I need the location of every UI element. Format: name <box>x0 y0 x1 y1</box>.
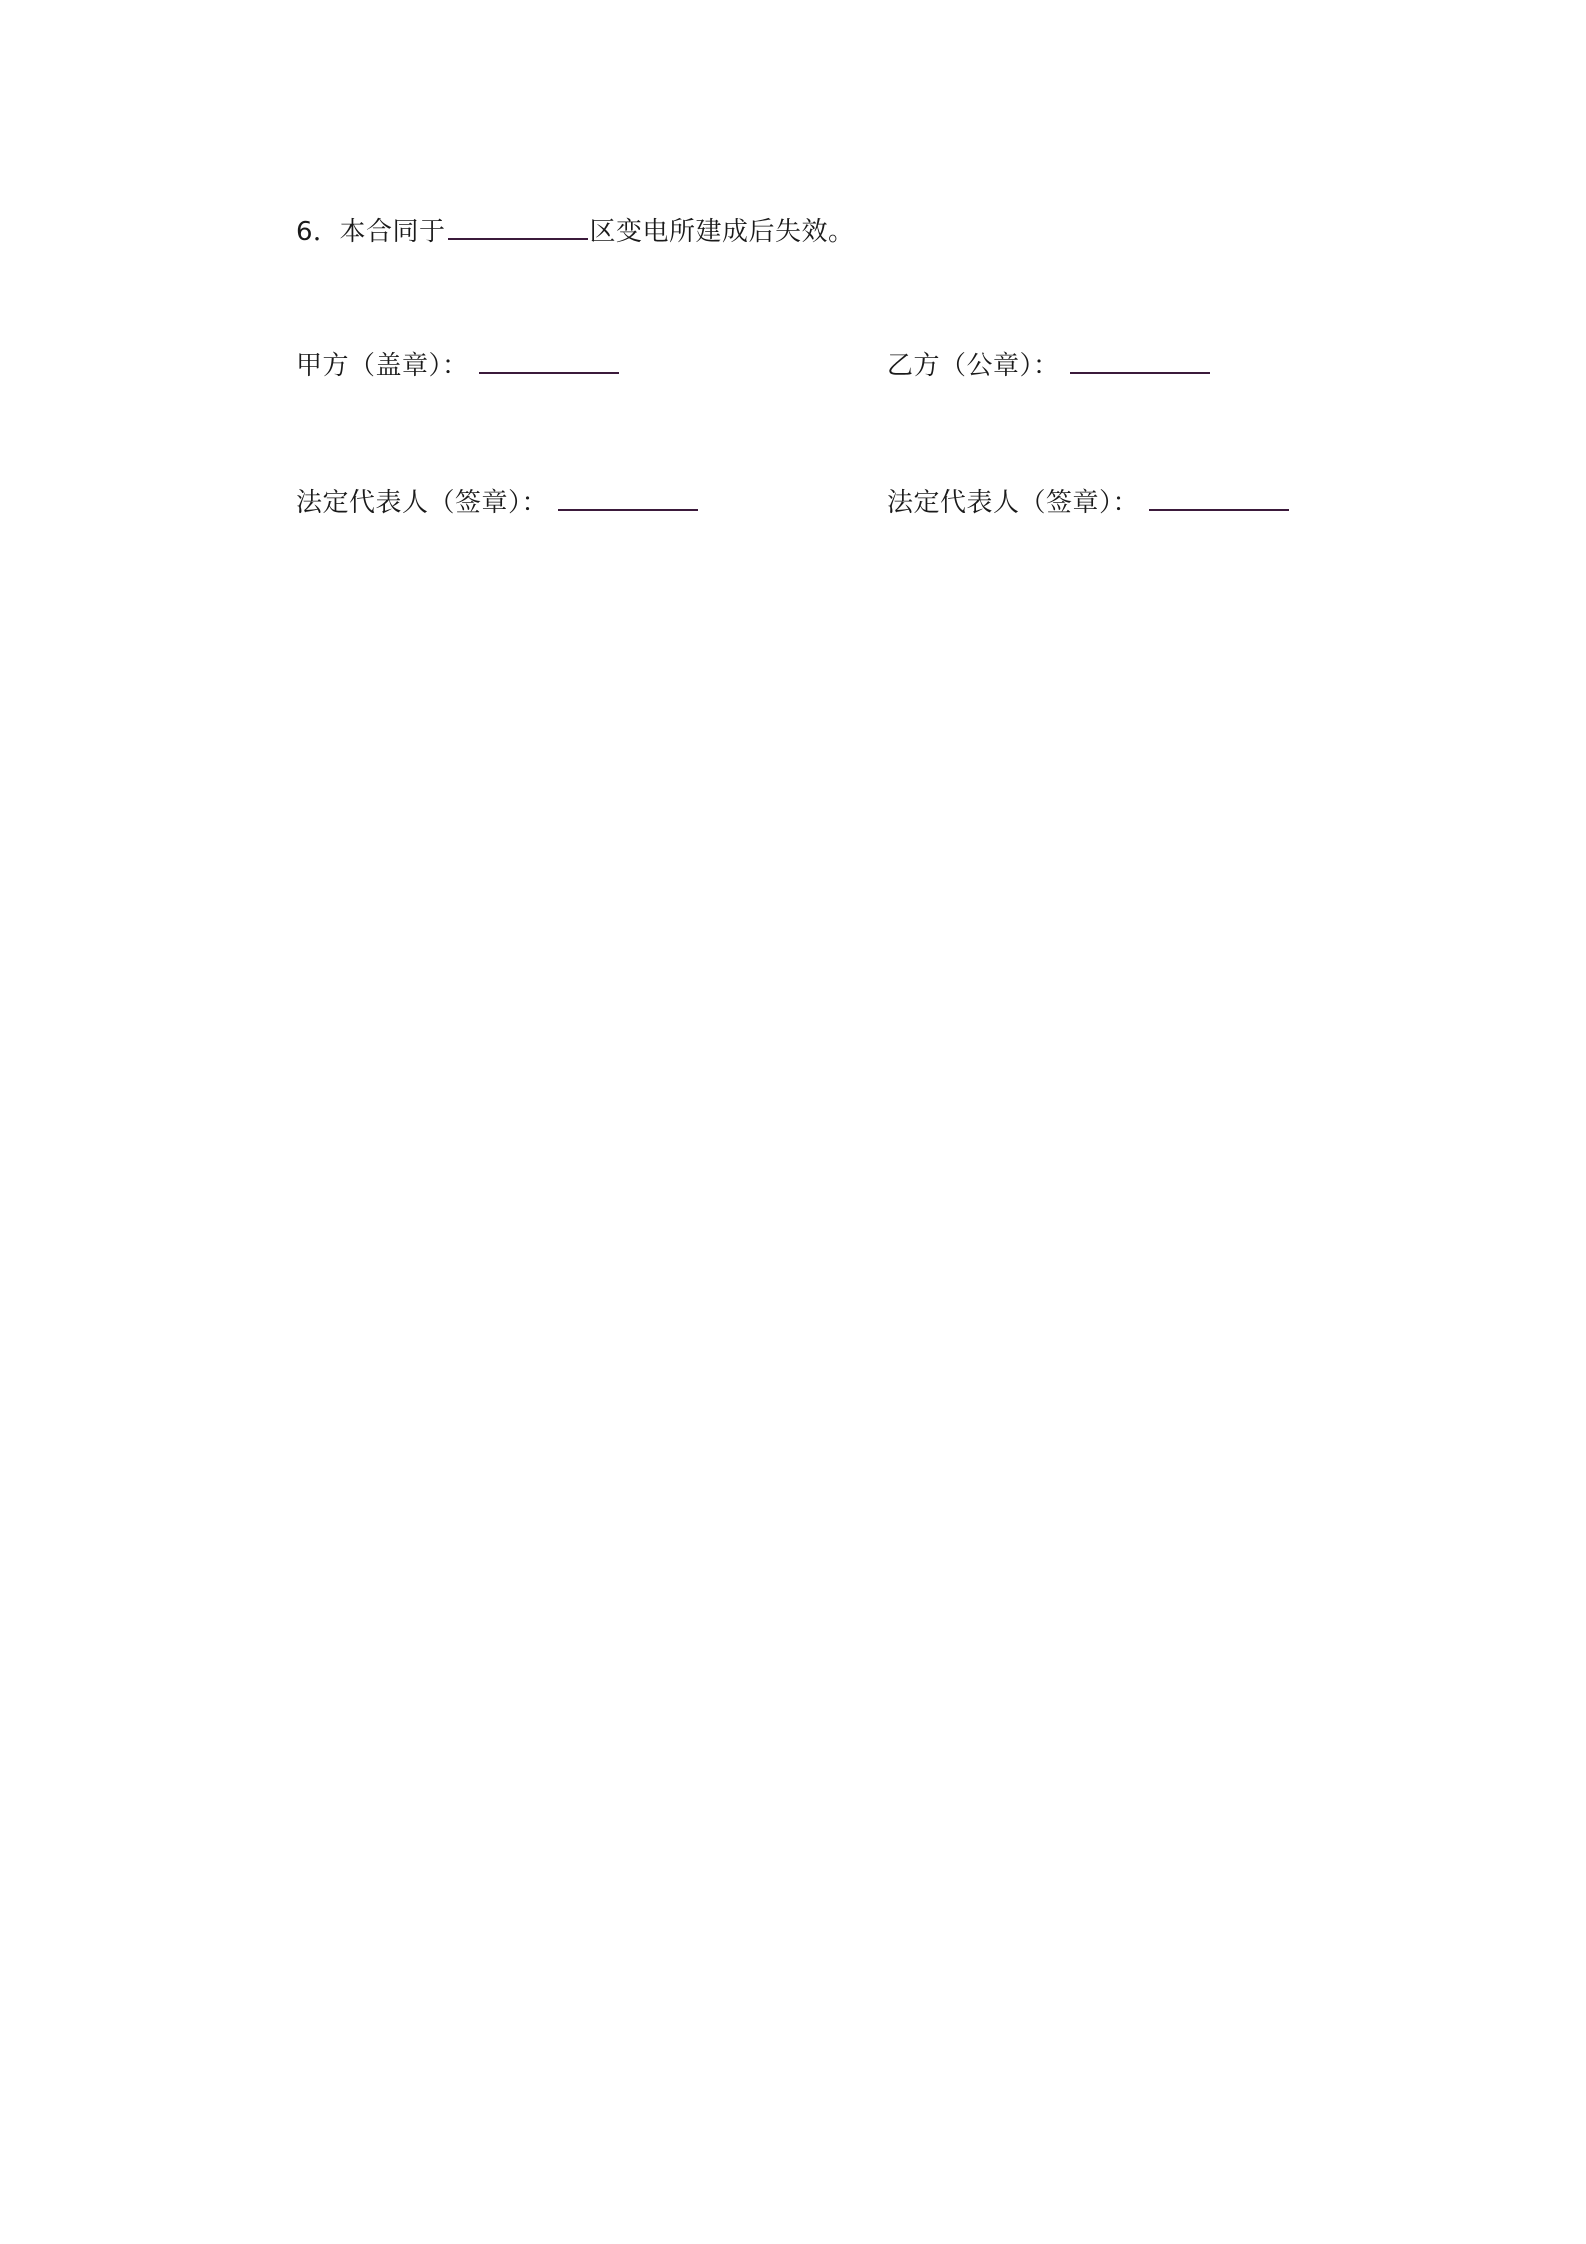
party-b-representative-line <box>887 483 1291 520</box>
clause-suffix: 区变电所建成后失效。 <box>589 217 855 247</box>
party-a-seal-label: 甲方（盖章）： <box>296 351 469 381</box>
substation-name-blank <box>448 212 588 240</box>
party-a-rep-blank <box>558 483 698 511</box>
contract-clause-6 <box>296 212 855 249</box>
party-a-rep-label: 法定代表人（签章）： <box>296 488 549 518</box>
party-b-seal-label: 乙方（公章）： <box>887 351 1060 381</box>
party-b-rep-label: 法定代表人（签章）： <box>887 488 1140 518</box>
party-a-seal-line <box>296 346 621 383</box>
clause-prefix: 6．本合同于 <box>296 217 446 247</box>
party-a-representative-line <box>296 483 700 520</box>
party-b-rep-blank <box>1149 483 1289 511</box>
party-b-seal-blank <box>1070 346 1210 374</box>
party-b-seal-line <box>887 346 1212 383</box>
party-a-seal-blank <box>479 346 619 374</box>
